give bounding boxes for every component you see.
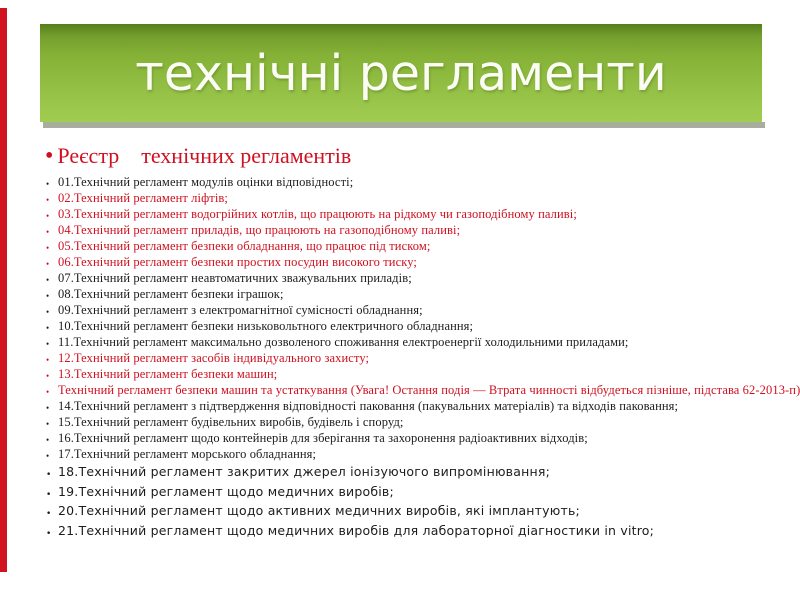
bullet-icon: • [46,179,50,189]
list-item [45,238,770,254]
list-item-text: 05.Технічний регламент безпеки обладнання, що працює під тиском; [58,239,431,253]
list-item [45,501,770,521]
bullet-icon: • [46,323,50,333]
list-item [45,302,770,318]
bullet-icon: • [46,489,52,500]
list-item-text: 12.Технічний регламент засобів індивідуального захисту; [58,351,370,365]
list-item [45,254,770,270]
bullet-icon: • [46,243,50,253]
list-item [45,318,770,334]
title-banner [40,24,762,122]
bullet-icon: • [46,509,52,519]
list-item [45,446,770,462]
list-item-text: 02.Технічний регламент ліфтів; [58,191,228,205]
list-item-text: 21.Технічний регламент щодо медичних виробів для лабораторної діагностики in vitro; [58,522,655,538]
bullet-icon: • [46,195,50,205]
list-item-text: 16.Технічний регламент щодо контейнерів для зберігання та захоронення радіоактивних відходів; [58,431,588,445]
list-item [45,350,770,366]
slide-title: технічні регламенти [135,45,667,102]
list-item [45,398,770,414]
list-item [45,462,770,482]
list-item [45,190,770,206]
bullet-icon: • [46,307,50,317]
bullet-icon: • [46,259,50,269]
list-item-text: 11.Технічний регламент максимально дозволеного споживання електроенергії холодильними приладами; [58,335,629,349]
list-item-text: 04.Технічний регламент приладів, що працюють на газоподібному паливі; [58,223,461,237]
bullet-icon: • [46,339,50,349]
list-item [45,286,770,302]
list-item-text: 09.Технічний регламент з електромагнітної сумісності обладнання; [58,303,423,317]
bullet-icon: • [46,371,50,381]
bullet-icon: • [46,227,50,237]
list-item [45,430,770,446]
bullet-icon: • [46,528,52,539]
bullet-icon: • [46,451,50,461]
list-item-text: 06.Технічний регламент безпеки простих посудин високого тиску; [58,255,417,269]
list-item-text: 15.Технічний регламент будівельних виробів, будівель і споруд; [58,415,404,429]
list-item-text: Технічний регламент безпеки машин та устаткування (Увага! Остання подія — Втрата чинності відбудеться пізніше, підстава 62-2013-п) [58,383,800,397]
list-item-text: 18.Технічний регламент закритих джерел іонізуючого випромінювання; [58,464,550,479]
bullet-icon: • [46,419,50,429]
bullet-icon: • [46,275,50,285]
regulation-list [45,174,800,540]
list-item [45,206,770,222]
list-item-text: 17.Технічний регламент морського обладнання; [58,447,317,461]
list-item [45,334,770,350]
list-item-text: 08.Технічний регламент безпеки іграшок; [58,287,284,301]
bullet-icon: • [46,435,50,445]
bullet-icon: • [46,470,52,480]
list-heading: Реєстр технічних регламентів [57,143,352,168]
list-item [45,521,770,541]
list-item-text: 07.Технічний регламент неавтоматичних зважувальних приладів; [58,271,412,285]
list-item-text: 10.Технічний регламент безпеки низьковольтного електричного обладнання; [58,319,474,333]
list-item [45,174,770,190]
list-item-text: 14.Технічний регламент з підтвердження відповідності паковання (пакувальних матеріалів) та відходів паковання; [58,399,679,413]
bullet-icon: • [46,403,50,413]
list-item-text: 03.Технічний регламент водогрійних котлів, що працюють на рідкому чи газоподібному паливі; [58,207,577,221]
list-item [45,270,770,286]
bullet-icon: • [46,291,50,301]
bullet-icon: • [46,387,50,397]
list-item [45,382,800,398]
list-item-text: 01.Технічний регламент модулів оцінки відповідності; [58,175,354,189]
list-item [45,366,770,382]
left-accent-bar [0,8,7,572]
list-item-text: 13.Технічний регламент безпеки машин; [58,367,278,381]
list-item [45,482,770,502]
list-item [45,222,770,238]
list-heading-row [45,143,770,169]
list-item-text: 20.Технічний регламент щодо активних медичних виробів, які імплантують; [58,503,580,518]
bullet-icon: • [46,355,50,365]
list-item [45,414,770,430]
heading-bullet-icon: • [45,143,54,169]
content-area [45,143,800,540]
list-item-text: 19.Технічний регламент щодо медичних виробів; [58,483,394,499]
bullet-icon: • [46,211,50,221]
